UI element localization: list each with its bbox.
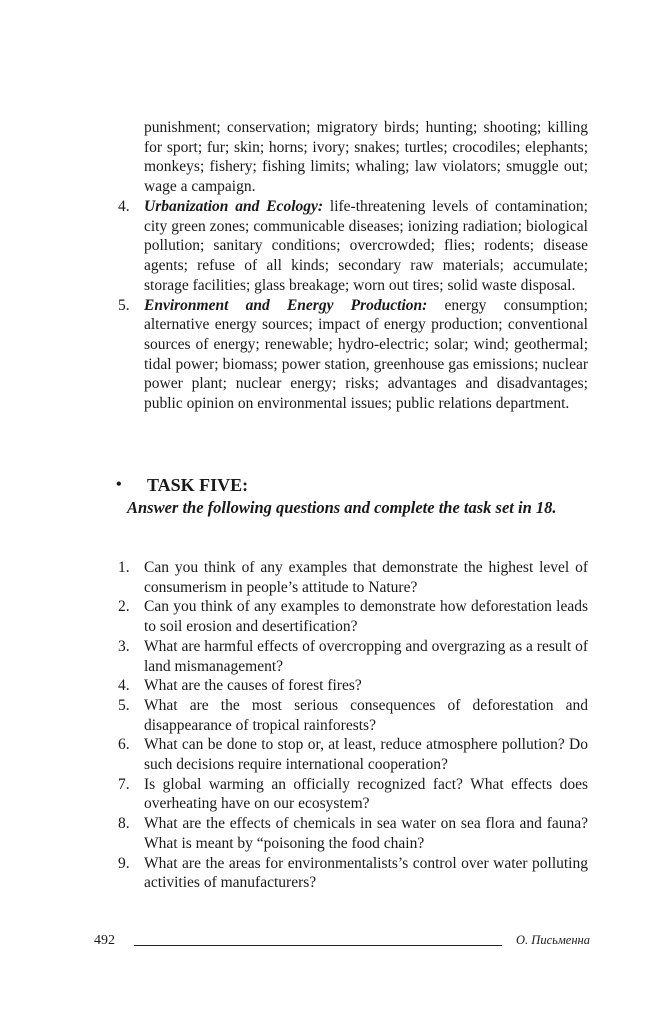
task-title: TASK FIVE: (147, 475, 249, 495)
question-item (118, 676, 588, 696)
question-text: Can you think of any examples to demonstrate how deforestation leads to soil erosion and desertification? (144, 598, 588, 636)
question-number: 9. (118, 854, 130, 872)
question-text: What are the effects of chemicals in sea water on sea flora and fauna? What is meant by “poisoning the food chain? (144, 815, 588, 852)
question-number: 1. (118, 559, 130, 576)
task-section (110, 474, 590, 518)
question-item (118, 558, 588, 597)
footer-author: О. Письменна (516, 933, 590, 948)
question-number: 6. (118, 736, 130, 754)
vocab-item-term: Urbanization and Ecology: (144, 198, 324, 215)
vocabulary-list (118, 197, 588, 414)
vocab-item (118, 296, 588, 414)
vocab-item-text: life-threatening levels of contamination; city green zones; communicable diseases; ionizing radiation; biological pollution; sanitary conditions; overcrowded; flies; rodents; disease agents; refuse of all kinds; secondary raw materials; accumulate; storage facilities; glass breakage; worn out tires; solid waste disposal. (144, 198, 588, 294)
question-text: Is global warming an officially recognized fact? What effects does overheating have on our ecosystem? (144, 775, 588, 813)
task-instruction: Answer the following questions and complete the task set in 18. (127, 498, 557, 517)
question-item (118, 597, 588, 636)
question-list (118, 558, 589, 893)
question-text: What can be done to stop or, at least, reduce atmosphere pollution? Do such decisions require international cooperation? (144, 736, 588, 774)
vocab-item-term: Environment and Energy Production: (144, 296, 428, 314)
page-footer (94, 930, 590, 952)
question-number: 8. (118, 815, 130, 833)
vocab-item-text: energy consumption; alternative energy sources; impact of energy production; conventional sources of energy; renewable; hydro-electric; solar; wind; geothermal; tidal power; biomass; power station, greenhouse gas emissions; nuclear power plant; nuclear energy; risks; advantages and disadvantages; public opinion on environmental issues; public relations department. (144, 296, 588, 413)
vocab-item-number: 5. (118, 296, 130, 314)
question-item (118, 775, 588, 814)
question-number: 2. (118, 598, 130, 616)
question-text: Can you think of any examples that demonstrate the highest level of consumerism in people’s attitude to Nature? (144, 559, 588, 596)
question-item (118, 696, 588, 735)
vocab-item-number: 4. (118, 198, 130, 215)
question-text: What are harmful effects of overcropping and overgrazing as a result of land mismanagement? (144, 637, 589, 675)
bullet-icon: • (116, 476, 122, 493)
question-number: 7. (118, 775, 130, 793)
question-number: 5. (118, 696, 130, 714)
vocab-continuation-text: punishment; conservation; migratory birds; hunting; shooting; killing for sport; fur; skin; horns; ivory; snakes; turtles; crocodiles; elephants; monkeys; fishery; fishing limits; whaling; law violators; smuggle out; wage a campaign. (144, 119, 588, 196)
vocab-item (118, 197, 588, 296)
page-number: 492 (94, 933, 115, 949)
task-heading (110, 474, 590, 496)
question-item (118, 735, 588, 774)
question-item (118, 637, 589, 676)
question-number: 4. (118, 677, 130, 695)
question-number: 3. (118, 637, 130, 655)
question-text: What are the most serious consequences of deforestation and disappearance of tropical rainforests? (144, 696, 588, 734)
question-text: What are the areas for environmentalists’s control over water polluting activities of manufacturers? (144, 854, 588, 892)
footer-rule (134, 945, 502, 946)
question-item (118, 814, 588, 853)
question-text: What are the causes of forest fires? (144, 677, 362, 695)
question-item (118, 854, 588, 893)
